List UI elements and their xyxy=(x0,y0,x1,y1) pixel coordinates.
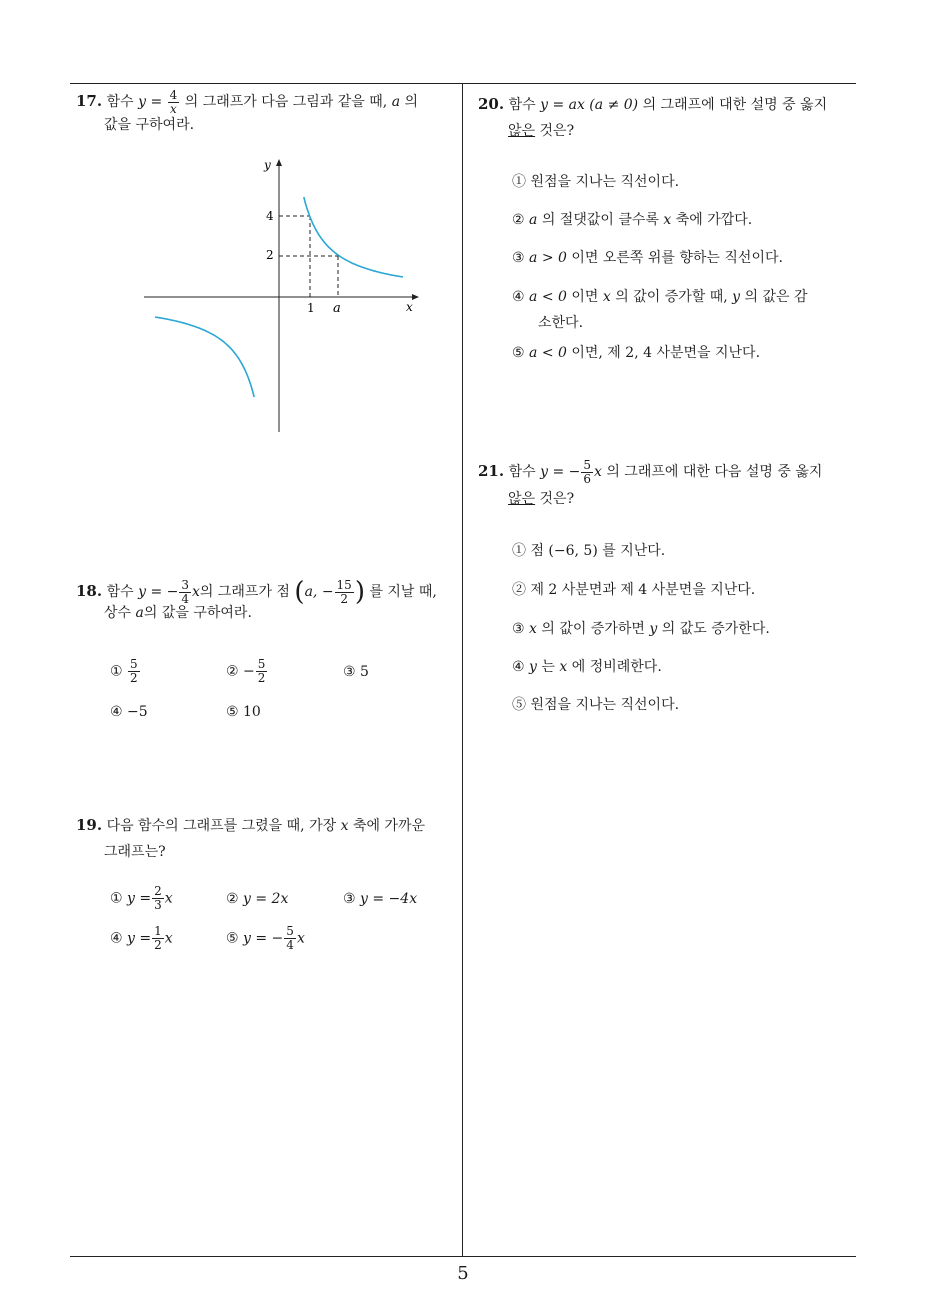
point-coordinate: a, xyxy=(304,584,318,600)
question-text: 함수 xyxy=(508,464,536,480)
tick-label-y-2: 2 xyxy=(266,248,274,262)
option-mark: ④ xyxy=(110,704,123,720)
inequality: a > 0 xyxy=(529,250,567,266)
tick-label-x-a: a xyxy=(333,301,341,316)
equation: y = − xyxy=(540,464,581,480)
option-text: 의 값도 증가한다. xyxy=(661,621,770,637)
question-21 xyxy=(478,458,856,512)
variable: y xyxy=(732,289,741,305)
q20-option-5[interactable] xyxy=(512,341,760,365)
fraction-numerator: 3 xyxy=(181,577,189,592)
fraction-denominator: 6 xyxy=(583,471,591,486)
question-17-line2: 값을 구하여라. xyxy=(104,116,195,133)
option-text: 의 값은 감 xyxy=(744,289,808,305)
top-rule xyxy=(70,83,856,84)
variable: x xyxy=(559,659,568,675)
question-text: 의 xyxy=(404,94,419,110)
fraction xyxy=(152,925,164,952)
fraction xyxy=(256,658,268,685)
fraction-denominator: 2 xyxy=(257,671,266,685)
option-text: 의 절댓값이 클수록 xyxy=(541,212,659,228)
question-text: 다음 함수의 그래프를 그렸을 때, 가장 xyxy=(106,818,337,834)
equation: y = xyxy=(127,930,152,947)
question-20 xyxy=(478,91,856,144)
fraction-numerator: 1 xyxy=(154,924,162,938)
q19-option-4[interactable] xyxy=(110,925,173,952)
variable: y xyxy=(649,621,658,637)
fraction-numerator: 2 xyxy=(154,884,162,898)
fraction-numerator: 5 xyxy=(130,657,138,671)
equation: y = xyxy=(127,890,152,907)
right-paren: ) xyxy=(354,577,365,607)
option-value: 10 xyxy=(243,704,261,720)
option-mark: ② xyxy=(226,891,239,907)
y-axis-label: y xyxy=(264,158,271,172)
question-text: 함수 xyxy=(508,97,536,113)
q21-option-4[interactable] xyxy=(512,655,662,679)
equation: y = − xyxy=(138,584,179,600)
question-text: 함수 xyxy=(106,94,134,110)
fraction-numerator: 4 xyxy=(169,87,178,102)
variable: x xyxy=(296,930,305,947)
underlined-text: 않은 xyxy=(508,490,536,507)
q20-option-2[interactable] xyxy=(512,208,752,232)
variable: a xyxy=(135,604,144,621)
option-text: 이면, 제 2, 4 사분면을 지난다. xyxy=(571,345,761,361)
q20-option-1[interactable] xyxy=(512,170,679,194)
hyperbola-branch-q1 xyxy=(304,197,403,277)
question-19-line2: 그래프는? xyxy=(104,844,166,860)
option-text: 원점을 지나는 직선이다. xyxy=(530,697,680,713)
tick-label-x-1: 1 xyxy=(307,301,315,315)
option-mark: ① xyxy=(512,174,526,190)
q20-option-3[interactable] xyxy=(512,246,783,270)
q19-option-1[interactable] xyxy=(110,885,173,912)
option-mark: ④ xyxy=(512,289,525,305)
fraction-denominator: 4 xyxy=(286,938,294,952)
q19-option-3[interactable] xyxy=(343,887,417,911)
fraction-denominator: 4 xyxy=(181,591,189,606)
option-text: 의 값이 증가할 때, xyxy=(615,289,728,305)
fraction-denominator: 2 xyxy=(340,591,348,606)
variable: x xyxy=(340,818,349,834)
fraction xyxy=(128,658,140,685)
option-mark: ⑤ xyxy=(226,704,239,720)
fraction xyxy=(152,885,164,912)
option-mark: ② xyxy=(226,663,239,680)
inequality: a < 0 xyxy=(529,289,567,305)
option-mark: ② xyxy=(512,582,526,598)
q18-option-5[interactable] xyxy=(226,700,261,724)
option-mark: ③ xyxy=(343,664,356,680)
option-mark: ③ xyxy=(343,891,356,907)
option-text: 제 2 사분면과 제 4 사분면을 지난다. xyxy=(530,582,756,598)
q21-option-2[interactable] xyxy=(512,578,755,602)
equation: y = −4x xyxy=(360,891,418,907)
question-19 xyxy=(76,812,461,865)
fraction-denominator: x xyxy=(170,101,177,116)
fraction-numerator: 5 xyxy=(583,457,591,472)
fraction-denominator: 2 xyxy=(154,938,162,952)
variable: y xyxy=(529,659,537,675)
question-number: 17. xyxy=(76,92,103,110)
question-text: 의 그래프에 대한 다음 설명 중 옳지 xyxy=(606,464,823,480)
q18-option-2[interactable] xyxy=(226,658,268,685)
option-text: 이면 xyxy=(571,289,599,305)
hyperbola-graph xyxy=(140,152,425,437)
option-text: 는 xyxy=(541,659,555,675)
q18-option-3[interactable] xyxy=(343,660,369,684)
variable: x xyxy=(164,930,173,947)
question-text: 의 값을 구하여라. xyxy=(143,604,252,621)
question-text: 의 그래프가 점 xyxy=(199,584,290,600)
fraction-denominator: 2 xyxy=(130,671,138,685)
q21-option-1[interactable] xyxy=(512,539,665,563)
q18-option-1[interactable] xyxy=(110,658,141,685)
option-text: 축에 가깝다. xyxy=(675,212,753,228)
fraction-numerator: 15 xyxy=(336,577,352,592)
question-text: 함수 xyxy=(106,584,134,600)
option-mark: ④ xyxy=(110,930,123,947)
variable: a xyxy=(529,212,538,228)
option-text: 의 값이 증가하면 xyxy=(541,621,645,637)
question-17 xyxy=(76,88,456,138)
minus-sign: − xyxy=(321,584,334,600)
option-mark: ③ xyxy=(512,250,525,266)
question-18 xyxy=(76,578,461,626)
q19-option-2[interactable] xyxy=(226,887,288,911)
question-text: 의 그래프가 다음 그림과 같을 때, xyxy=(184,94,388,110)
option-text: 이면 오른쪽 위를 향하는 직선이다. xyxy=(571,250,783,266)
q21-option-5[interactable] xyxy=(512,693,679,717)
question-text: 를 지날 때, xyxy=(369,584,437,600)
option-mark: ② xyxy=(512,212,525,228)
question-text: 축에 가까운 xyxy=(352,818,426,834)
page-number: 5 xyxy=(457,1263,469,1284)
option-mark: ⑤ xyxy=(226,930,239,947)
option-mark: ① xyxy=(110,890,123,907)
option-value: −5 xyxy=(127,704,148,720)
question-text: 상수 xyxy=(104,604,132,621)
question-text: 것은? xyxy=(539,123,575,139)
option-mark: ① xyxy=(512,543,526,559)
q19-option-5[interactable] xyxy=(226,925,305,952)
option-text-continued: 소한다. xyxy=(538,315,584,331)
variable: a xyxy=(391,94,401,110)
column-divider xyxy=(462,83,463,1256)
variable: x xyxy=(164,890,173,907)
fraction xyxy=(581,459,593,486)
question-text: 것은? xyxy=(539,490,575,507)
option-value: 5 xyxy=(360,664,369,680)
equation: y = 2x xyxy=(243,891,289,907)
inequality: a < 0 xyxy=(529,345,567,361)
option-text: 원점을 지나는 직선이다. xyxy=(530,174,680,190)
question-19-line1 xyxy=(76,812,461,839)
variable: x xyxy=(192,584,200,600)
question-number: 21. xyxy=(478,462,505,480)
q20-option-4[interactable] xyxy=(512,285,808,335)
option-mark: ① xyxy=(110,663,123,680)
variable: x xyxy=(594,464,602,480)
fraction xyxy=(284,925,296,952)
question-text: 의 그래프에 대한 설명 중 옳지 xyxy=(642,97,828,113)
question-20-line2 xyxy=(478,118,856,144)
question-number: 20. xyxy=(478,95,505,113)
underlined-text: 않은 xyxy=(508,123,536,139)
question-21-line2 xyxy=(478,486,856,512)
variable: x xyxy=(602,289,611,305)
left-paren: ( xyxy=(294,577,305,607)
variable: x xyxy=(529,621,537,637)
x-axis-label: x xyxy=(406,300,413,314)
equation: y = ax (a ≠ 0) xyxy=(540,97,639,113)
option-text: 에 정비례한다. xyxy=(571,659,662,675)
q18-option-4[interactable] xyxy=(110,700,148,724)
option-mark: ③ xyxy=(512,621,525,637)
equation: y = − xyxy=(243,930,284,947)
question-21-line1 xyxy=(478,458,856,486)
tick-label-y-4: 4 xyxy=(266,209,274,223)
fraction xyxy=(335,579,354,606)
fraction-numerator: 5 xyxy=(286,924,294,938)
equation: y = xyxy=(138,94,163,110)
variable: x xyxy=(663,212,672,228)
fraction-numerator: 5 xyxy=(257,657,266,671)
option-text: 점 (−6, 5) 를 지난다. xyxy=(530,543,666,559)
fraction-denominator: 3 xyxy=(154,898,162,912)
minus-sign: − xyxy=(243,663,255,680)
option-mark: ④ xyxy=(512,659,525,675)
q21-option-3[interactable] xyxy=(512,617,770,641)
question-number: 18. xyxy=(76,582,103,600)
option-mark: ⑤ xyxy=(512,345,525,361)
hyperbola-branch-q3 xyxy=(155,317,254,397)
question-20-line1 xyxy=(478,91,856,118)
bottom-rule xyxy=(70,1256,856,1257)
question-number: 19. xyxy=(76,816,103,834)
option-mark: ⑤ xyxy=(512,697,526,713)
